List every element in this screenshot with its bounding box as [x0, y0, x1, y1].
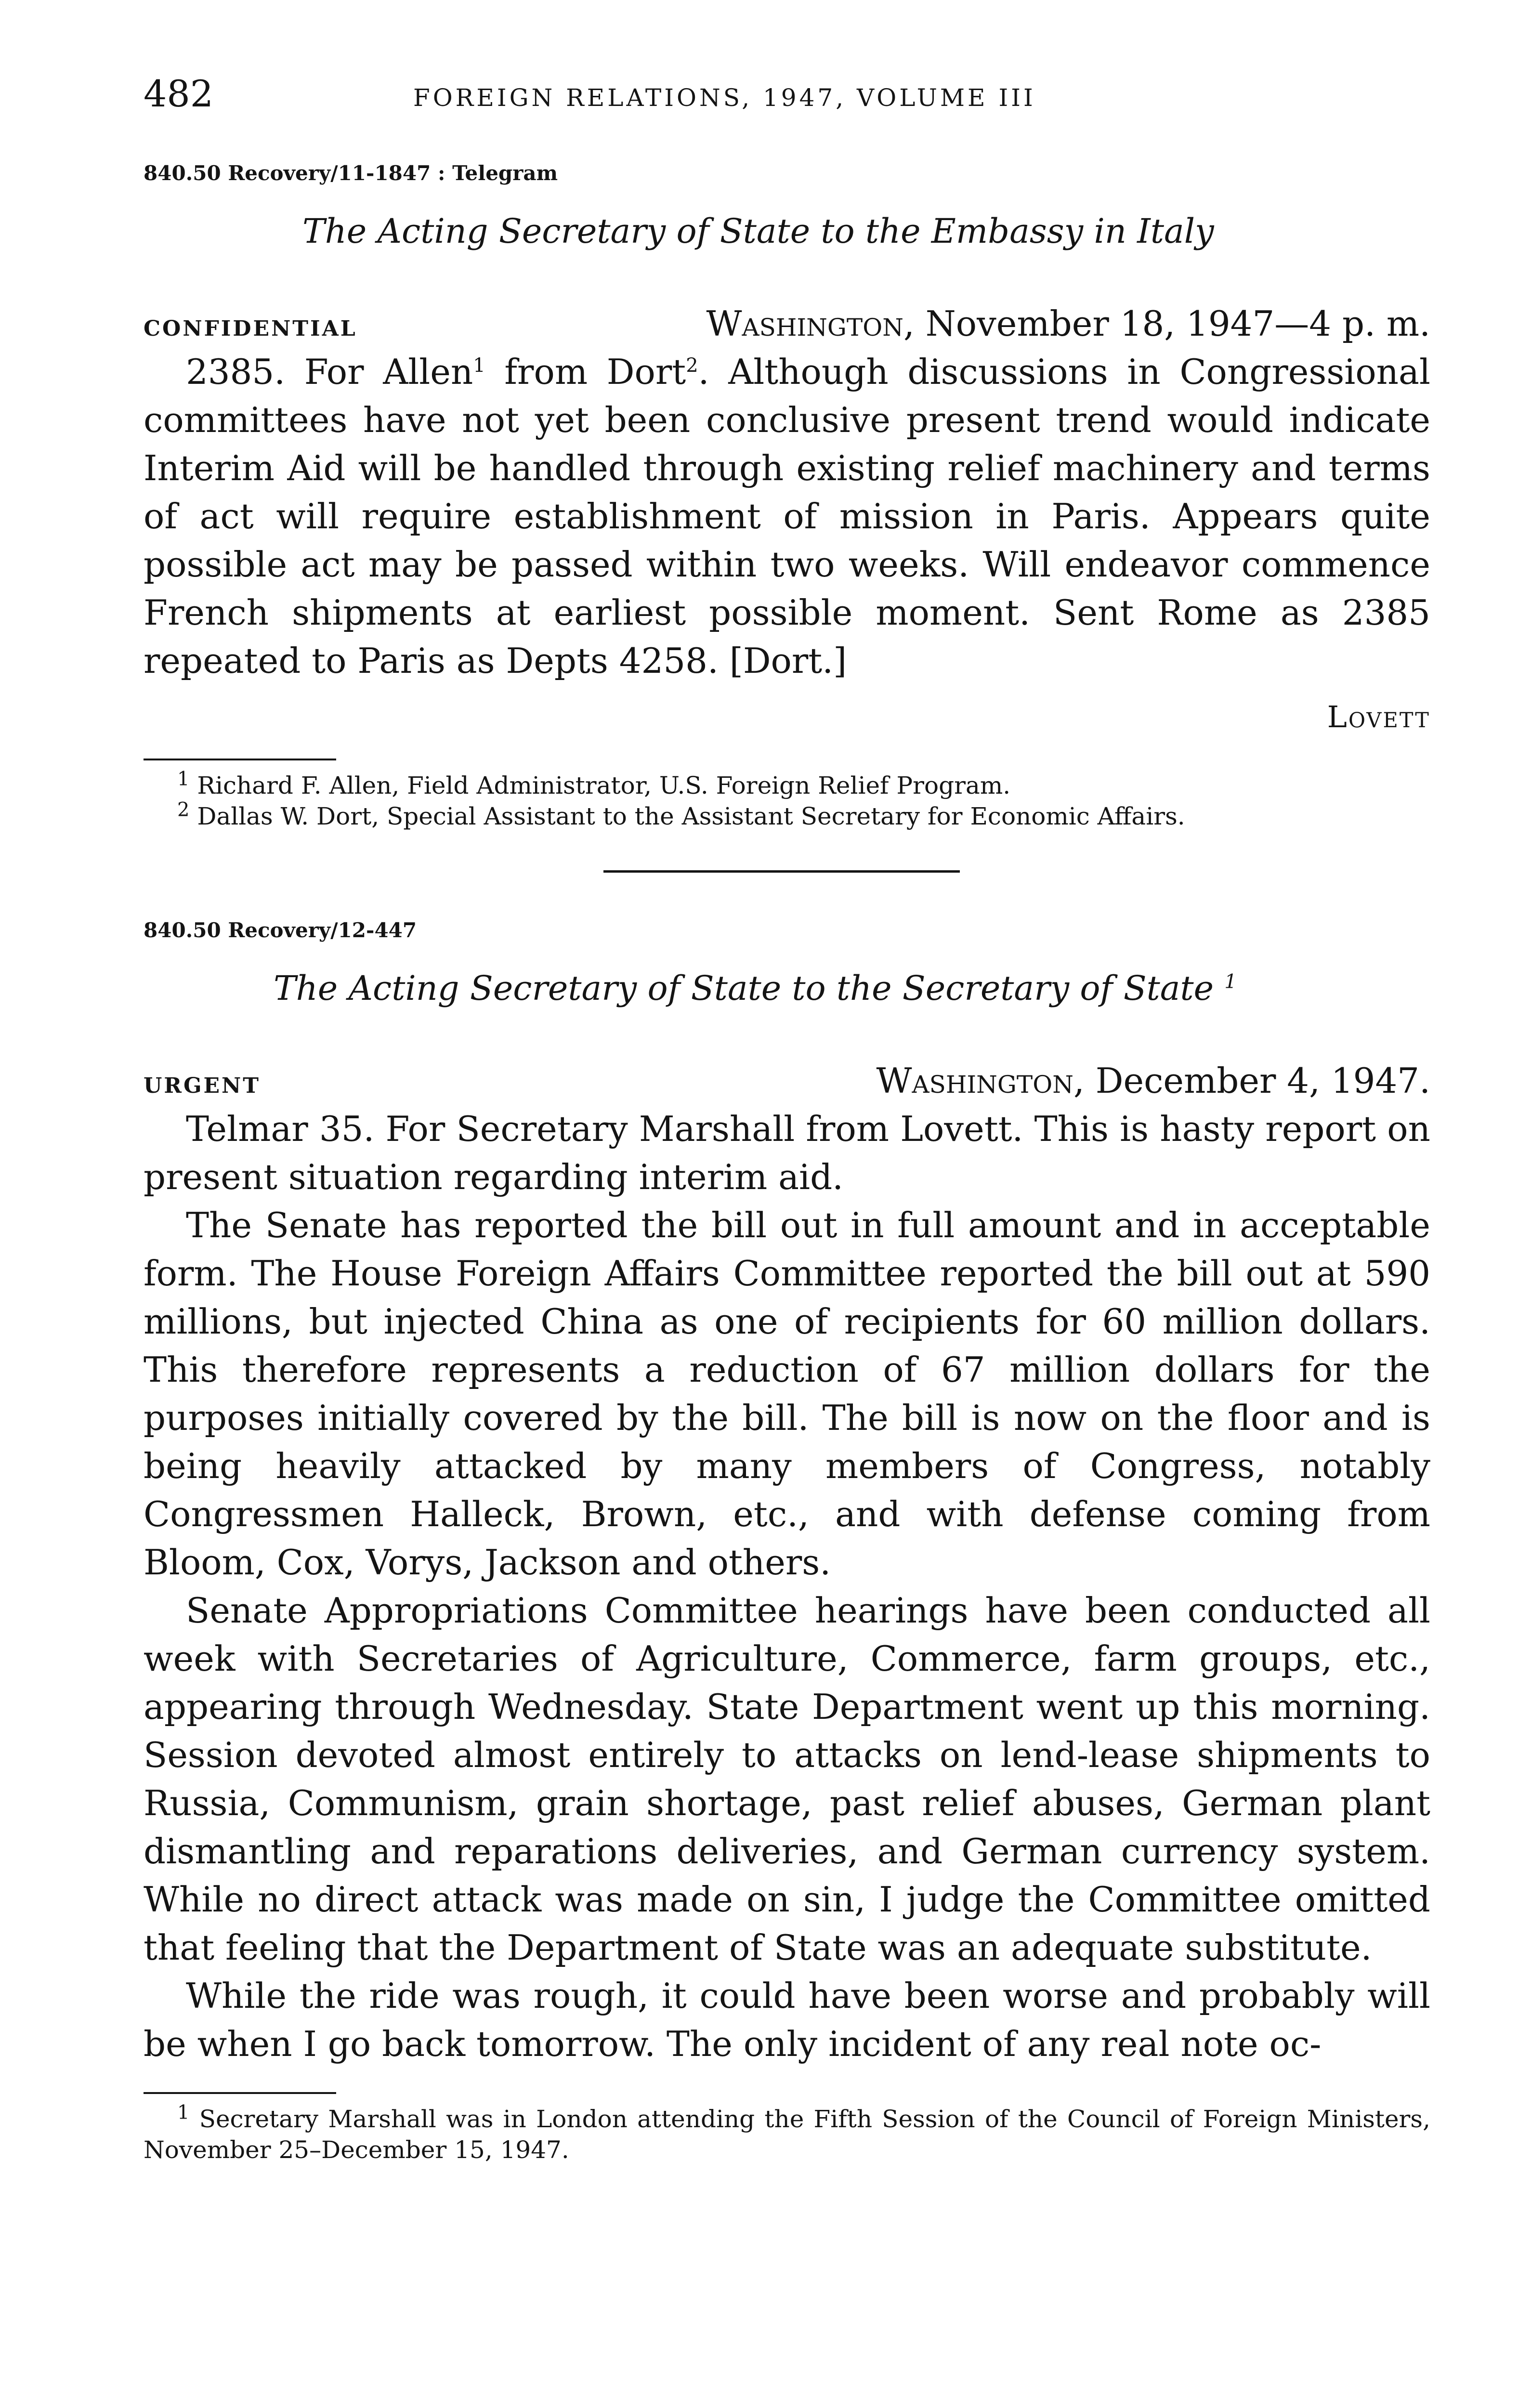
file-reference: 840.50 Recovery/11-1847 : Telegram [144, 161, 558, 185]
paragraph: The Senate has reported the bill out in full amount and in acceptable form. The House Foreign Affairs Committee reported the bill out at 590 millions, but injected China as one of recipients for 60 million dollars. This therefore represents a reduction of 67 million dollars for the purposes initially covered by the bill. The bill is now on the floor and is being heavily attacked by many members of Congress, notably Congressmen Halleck, Brown, etc., and with defense coming from Bloom, Cox, Vorys, Jackson and others. [144, 1205, 1430, 1583]
file-reference: 840.50 Recovery/12-447 [144, 918, 417, 942]
classification-label: URGENT [144, 1073, 261, 1098]
footnote-rule [144, 2092, 336, 2094]
place-name: Washington [706, 303, 903, 344]
document-title [144, 964, 1430, 1012]
footnote [144, 2101, 1430, 2165]
footnote-mark: 1 [177, 768, 190, 790]
dateline [144, 303, 1430, 344]
footnote-rule [144, 759, 336, 760]
document-1 [144, 159, 1430, 832]
date-line [876, 1060, 1430, 1101]
telegram-body [144, 348, 1430, 685]
footnotes [144, 770, 1430, 832]
running-title: FOREIGN RELATIONS, 1947, VOLUME III [413, 84, 1036, 112]
footnote-mark: 2 [686, 354, 698, 377]
body-text: . Although discussions in Congressional committees have not yet been conclusive present trend would indicate Interim Aid will be handled through existing relief machinery and terms of act will require establishment of mission in Paris. Appears quite possible act may be passed within two weeks. Will endeavor commence French shipments at earliest possible moment. Sent Rome as 2385 repeated to Paris as Depts 4258. [Dort.] [144, 352, 1430, 681]
body-text: from Dort [485, 352, 686, 392]
footnotes [144, 2101, 1430, 2165]
signature: Lovett [1327, 699, 1430, 734]
date-text: , December 4, 1947. [1073, 1060, 1430, 1101]
footnote-text: Richard F. Allen, Field Administrator, U.S. Foreign Relief Program. [197, 772, 1011, 799]
footnote-mark: 2 [177, 798, 190, 821]
running-head [144, 72, 1430, 125]
page-number: 482 [144, 72, 214, 115]
date-text: , November 18, 1947—4 p. m. [903, 303, 1430, 344]
title-text: The Acting Secretary of State to the Secretary of State [274, 968, 1214, 1008]
document-2 [144, 916, 1430, 2165]
date-line [706, 303, 1430, 344]
paragraph: Telmar 35. For Secretary Marshall from Lovett. This is hasty report on present situation regarding interim aid. [144, 1109, 1430, 1197]
footnote-mark: 1 [473, 354, 485, 377]
document-title: The Acting Secretary of State to the Embassy in Italy [302, 211, 1214, 251]
footnote [144, 770, 1430, 801]
place-name: Washington [876, 1060, 1073, 1101]
classification-label: CONFIDENTIAL [144, 316, 357, 341]
footnote-text: Dallas W. Dort, Special Assistant to the Assistant Secretary for Economic Affairs. [197, 802, 1185, 830]
body-text: 2385. For Allen [186, 352, 473, 392]
paragraph: While the ride was rough, it could have been worse and probably will be when I go back tomorrow. The only incident of any real note oc- [144, 1976, 1430, 2064]
footnote [144, 798, 1430, 832]
paragraph: Senate Appropriations Committee hearings have been conducted all week with Secretaries of Agriculture, Commerce, farm groups, etc., appearing through Wednesday. State Department went up this morning. Session devoted almost entirely to attacks on lend-lease shipments to Russia, Communism, grain shortage, past relief abuses, German plant dismantling and reparations deliveries, and German currency system. While no direct attack was made on sin, I judge the Committee omitted that feeling that the Department of State was an adequate substitute. [144, 1590, 1430, 1968]
footnote-text: Secretary Marshall was in London attending the Fifth Session of the Council of Foreign Ministers, November 25–December 15, 1947. [144, 2105, 1430, 2164]
footnote-mark: 1 [177, 2101, 190, 2124]
footnote-mark: 1 [1224, 970, 1237, 993]
page-content [144, 72, 1430, 2165]
dateline [144, 1060, 1430, 1101]
section-divider [603, 870, 960, 873]
